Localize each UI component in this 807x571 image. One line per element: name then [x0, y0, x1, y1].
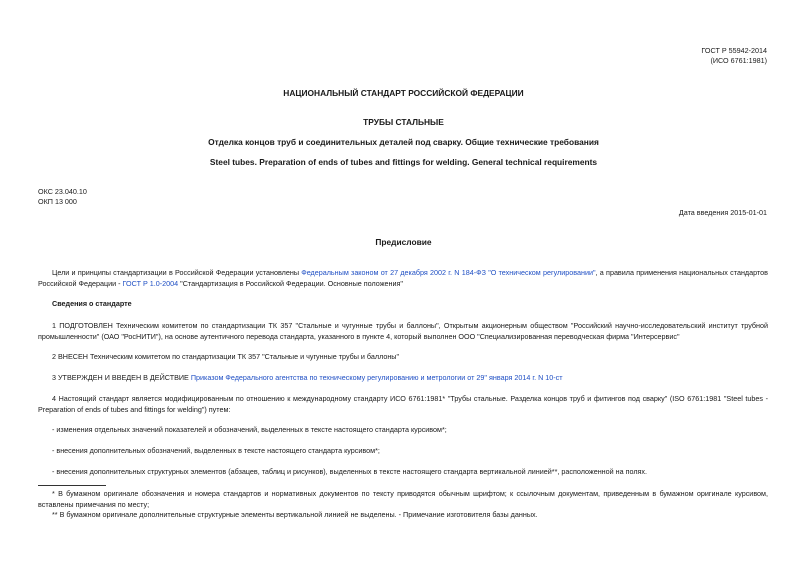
- p1-text-c: "Стандартизация в Российской Федерации. Основные положения": [178, 278, 403, 288]
- standard-main-title: ТРУБЫ СТАЛЬНЫЕ: [363, 117, 444, 127]
- standard-english-title: Steel tubes. Preparation of ends of tubes and fittings for welding. General technical requirements: [209, 157, 598, 167]
- item-2-text: 2 ВНЕСЕН Техническим комитетом по стандартизации ТК 357 "Стальные и чугунные трубы и баллоны": [52, 352, 400, 361]
- iso-number: (ИСО 6761:1981): [710, 56, 767, 65]
- item-4-text: 4 Настоящий стандарт является модифицированным по отношению к международному стандарту ИСО 6761:1981* "Трубы стальные. Разделка концов труб и фитингов под сварку" (ISO 6761:1981 "Steel tubes - Preparation of ends of tubes and fittings for welding") путем:: [38, 394, 768, 414]
- standard-info-heading: Сведения о стандарте: [52, 299, 132, 308]
- okp-code: ОКП 13 000: [38, 197, 77, 206]
- item-3-text: 3 УТВЕРЖДЕН И ВВЕДЕН В ДЕЙСТВИЕ: [52, 373, 191, 382]
- item-1-text: 1 ПОДГОТОВЛЕН Техническим комитетом по стандартизации ТК 357 "Стальные и чугунные трубы и баллоны", Открытым акционерным обществом "Российский научно-исследовательский институт трубной промышленности" (ОАО "РосНИТИ"), на основе аутентичного перевода стандарта, указанного в пункте 4, который выполнен ООО "Специализированная переводческая фирма "Интерсервис": [38, 321, 768, 341]
- p1-text-b: , а правила применения национальных стандартов Российской Федерации -: [38, 268, 768, 288]
- federal-law-link[interactable]: Федеральным законом от 27 декабря 2002 г. N 184-ФЗ "О техническом регулировании": [301, 268, 596, 277]
- oks-code: ОКС 23.040.10: [38, 187, 87, 196]
- footnote-2-text: ** В бумажном оригинале дополнительные структурные элементы вертикальной линией не выделены. - Примечание изготовителя базы данных.: [52, 510, 538, 519]
- bullet-2-text: - внесения дополнительных обозначений, выделенных в тексте настоящего стандарта курсивом*;: [52, 446, 380, 455]
- item-2: [38, 352, 768, 363]
- footnote-1: [38, 489, 768, 510]
- gost-number: ГОСТ Р 55942-2014: [701, 46, 767, 55]
- bullet-1-text: - изменения отдельных значений показателей и обозначений, выделенных в тексте настоящего стандарта курсивом*;: [52, 425, 447, 434]
- order-link[interactable]: Приказом Федерального агентства по техническому регулированию и метрологии от 29" января 2014 г. N 10-ст: [190, 373, 563, 382]
- foreword-heading: Предисловие: [375, 237, 432, 247]
- item-4: [38, 394, 768, 415]
- introduction-date: Дата введения 2015-01-01: [678, 208, 767, 217]
- footnote-divider: [38, 485, 106, 486]
- bullet-3: [38, 467, 768, 478]
- item-1: [38, 321, 768, 342]
- national-standard-title: НАЦИОНАЛЬНЫЙ СТАНДАРТ РОССИЙСКОЙ ФЕДЕРАЦИИ: [283, 88, 524, 98]
- bullet-1: [38, 425, 768, 436]
- standard-russian-title: Отделка концов труб и соединительных деталей под сварку. Общие технические требования: [208, 137, 599, 147]
- foreword-paragraph-1: [38, 268, 768, 289]
- item-3: [38, 373, 768, 384]
- p1-text-a: Цели и принципы стандартизации в Российской Федерации установлены: [52, 268, 302, 277]
- footnote-1-text: * В бумажном оригинале обозначения и номера стандартов и нормативных документов по тексту приводятся обычным шрифтом; к ссылочным документам, приведенным в бумажном оригинале курсивом, вставлены примечания по месту;: [38, 489, 768, 509]
- bullet-3-text: - внесения дополнительных структурных элементов (абзацев, таблиц и рисунков), выделенных в тексте настоящего стандарта вертикальной линией**, расположенной на полях.: [52, 467, 648, 476]
- bullet-2: [38, 446, 768, 457]
- footnote-2: [38, 510, 768, 521]
- gost-r-1-0-link[interactable]: ГОСТ Р 1.0-2004: [122, 278, 179, 288]
